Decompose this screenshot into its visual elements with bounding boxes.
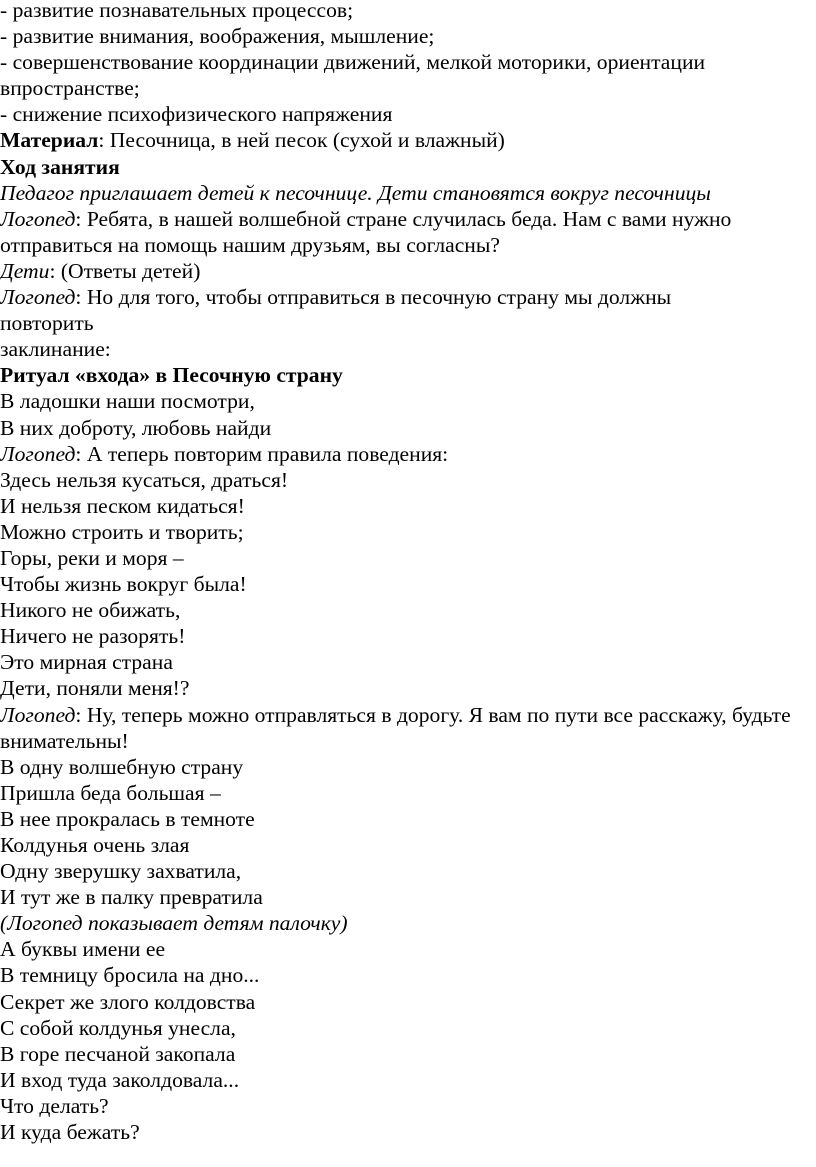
verse-line: Дети, поняли меня!? (0, 676, 190, 701)
verse-line: Что делать? (0, 1093, 109, 1118)
teacher-note: Педагог приглашает детей к песочнице. Дети становятся вокруг песочницы (0, 180, 711, 205)
verse-line: Колдунья очень злая (0, 833, 190, 857)
speaker-name: Логопед (0, 702, 76, 727)
verse-line: И тут же в палку превратила (0, 885, 263, 910)
speech-continuation: заклинание: (0, 337, 111, 362)
lesson-heading: Ход занятия (0, 154, 120, 179)
verse-line: В темницу бросила на дно... (0, 963, 260, 988)
verse-line: Горы, реки и моря – (0, 545, 184, 570)
speech-text: : Но для того, чтобы отправиться в песочную страну мы должны (75, 285, 672, 310)
verse-line: Здесь нельзя кусаться, драться! (0, 467, 289, 492)
speech-text: : А теперь повторим правила поведения: (75, 441, 449, 466)
material-line (0, 127, 812, 153)
verse-line: Можно строить и творить; (0, 519, 244, 544)
dialog-line (0, 206, 812, 258)
speaker-name: Логопед (0, 441, 76, 466)
verse-line: А буквы имени ее (0, 937, 166, 962)
verse-line: В нее прокралась в темноте (0, 806, 255, 831)
verse-line: В них доброту, любовь найди (0, 415, 272, 440)
dialog-line (0, 284, 812, 310)
verse-line: И нельзя песком кидаться! (0, 493, 245, 518)
verse-line: И куда бежать? (0, 1120, 140, 1145)
verse-line: И вход туда заколдовала... (0, 1067, 240, 1092)
material-text: : Песочница, в ней песок (сухой и влажный) (98, 128, 505, 153)
dialog-line (0, 441, 812, 467)
speech-text: : Ребята, в нашей волшебной стране случилась беда. Нам с вами нужно отправиться на помощь нашим друзьям, вы согласны? (0, 206, 732, 257)
stage-note: (Логопед показывает детям палочку) (0, 911, 348, 936)
material-label: Материал (0, 128, 99, 153)
speech-continuation: повторить (0, 311, 94, 336)
speech-text: : Ну, теперь можно отправляться в дорогу. Я вам по пути все расскажу, будьте внимательны! (0, 702, 791, 753)
goal-line: - снижение психофизического напряжения (0, 102, 393, 127)
verse-line: Это мирная страна (0, 650, 173, 675)
ritual-heading: Ритуал «входа» в Песочную страну (0, 363, 343, 388)
goal-line: - развитие внимания, воображения, мышление; (0, 24, 435, 49)
speaker-name: Логопед (0, 206, 76, 231)
verse-line: Ничего не разорять! (0, 624, 186, 649)
verse-line: Никого не обижать, (0, 598, 181, 623)
goal-line: - совершенствование координации движений, мелкой моторики, ориентации впространстве; (0, 50, 706, 101)
speech-text: : (Ответы детей) (49, 258, 201, 283)
goal-line: - развитие познавательных процессов; (0, 0, 354, 22)
verse-line: Чтобы жизнь вокруг была! (0, 572, 247, 597)
verse-line: Пришла беда большая – (0, 780, 221, 805)
speaker-name: Дети (0, 258, 50, 283)
dialog-line (0, 702, 812, 754)
verse-line: С собой колдунья унесла, (0, 1015, 236, 1040)
verse-line: Одну зверушку захватила, (0, 859, 242, 884)
verse-line: В ладошки наши посмотри, (0, 389, 255, 414)
verse-line: В одну волшебную страну (0, 754, 244, 779)
dialog-line (0, 258, 812, 284)
speaker-name: Логопед (0, 285, 76, 310)
verse-line: Секрет же злого колдовства (0, 989, 256, 1014)
verse-line: В горе песчаной закопала (0, 1041, 236, 1066)
